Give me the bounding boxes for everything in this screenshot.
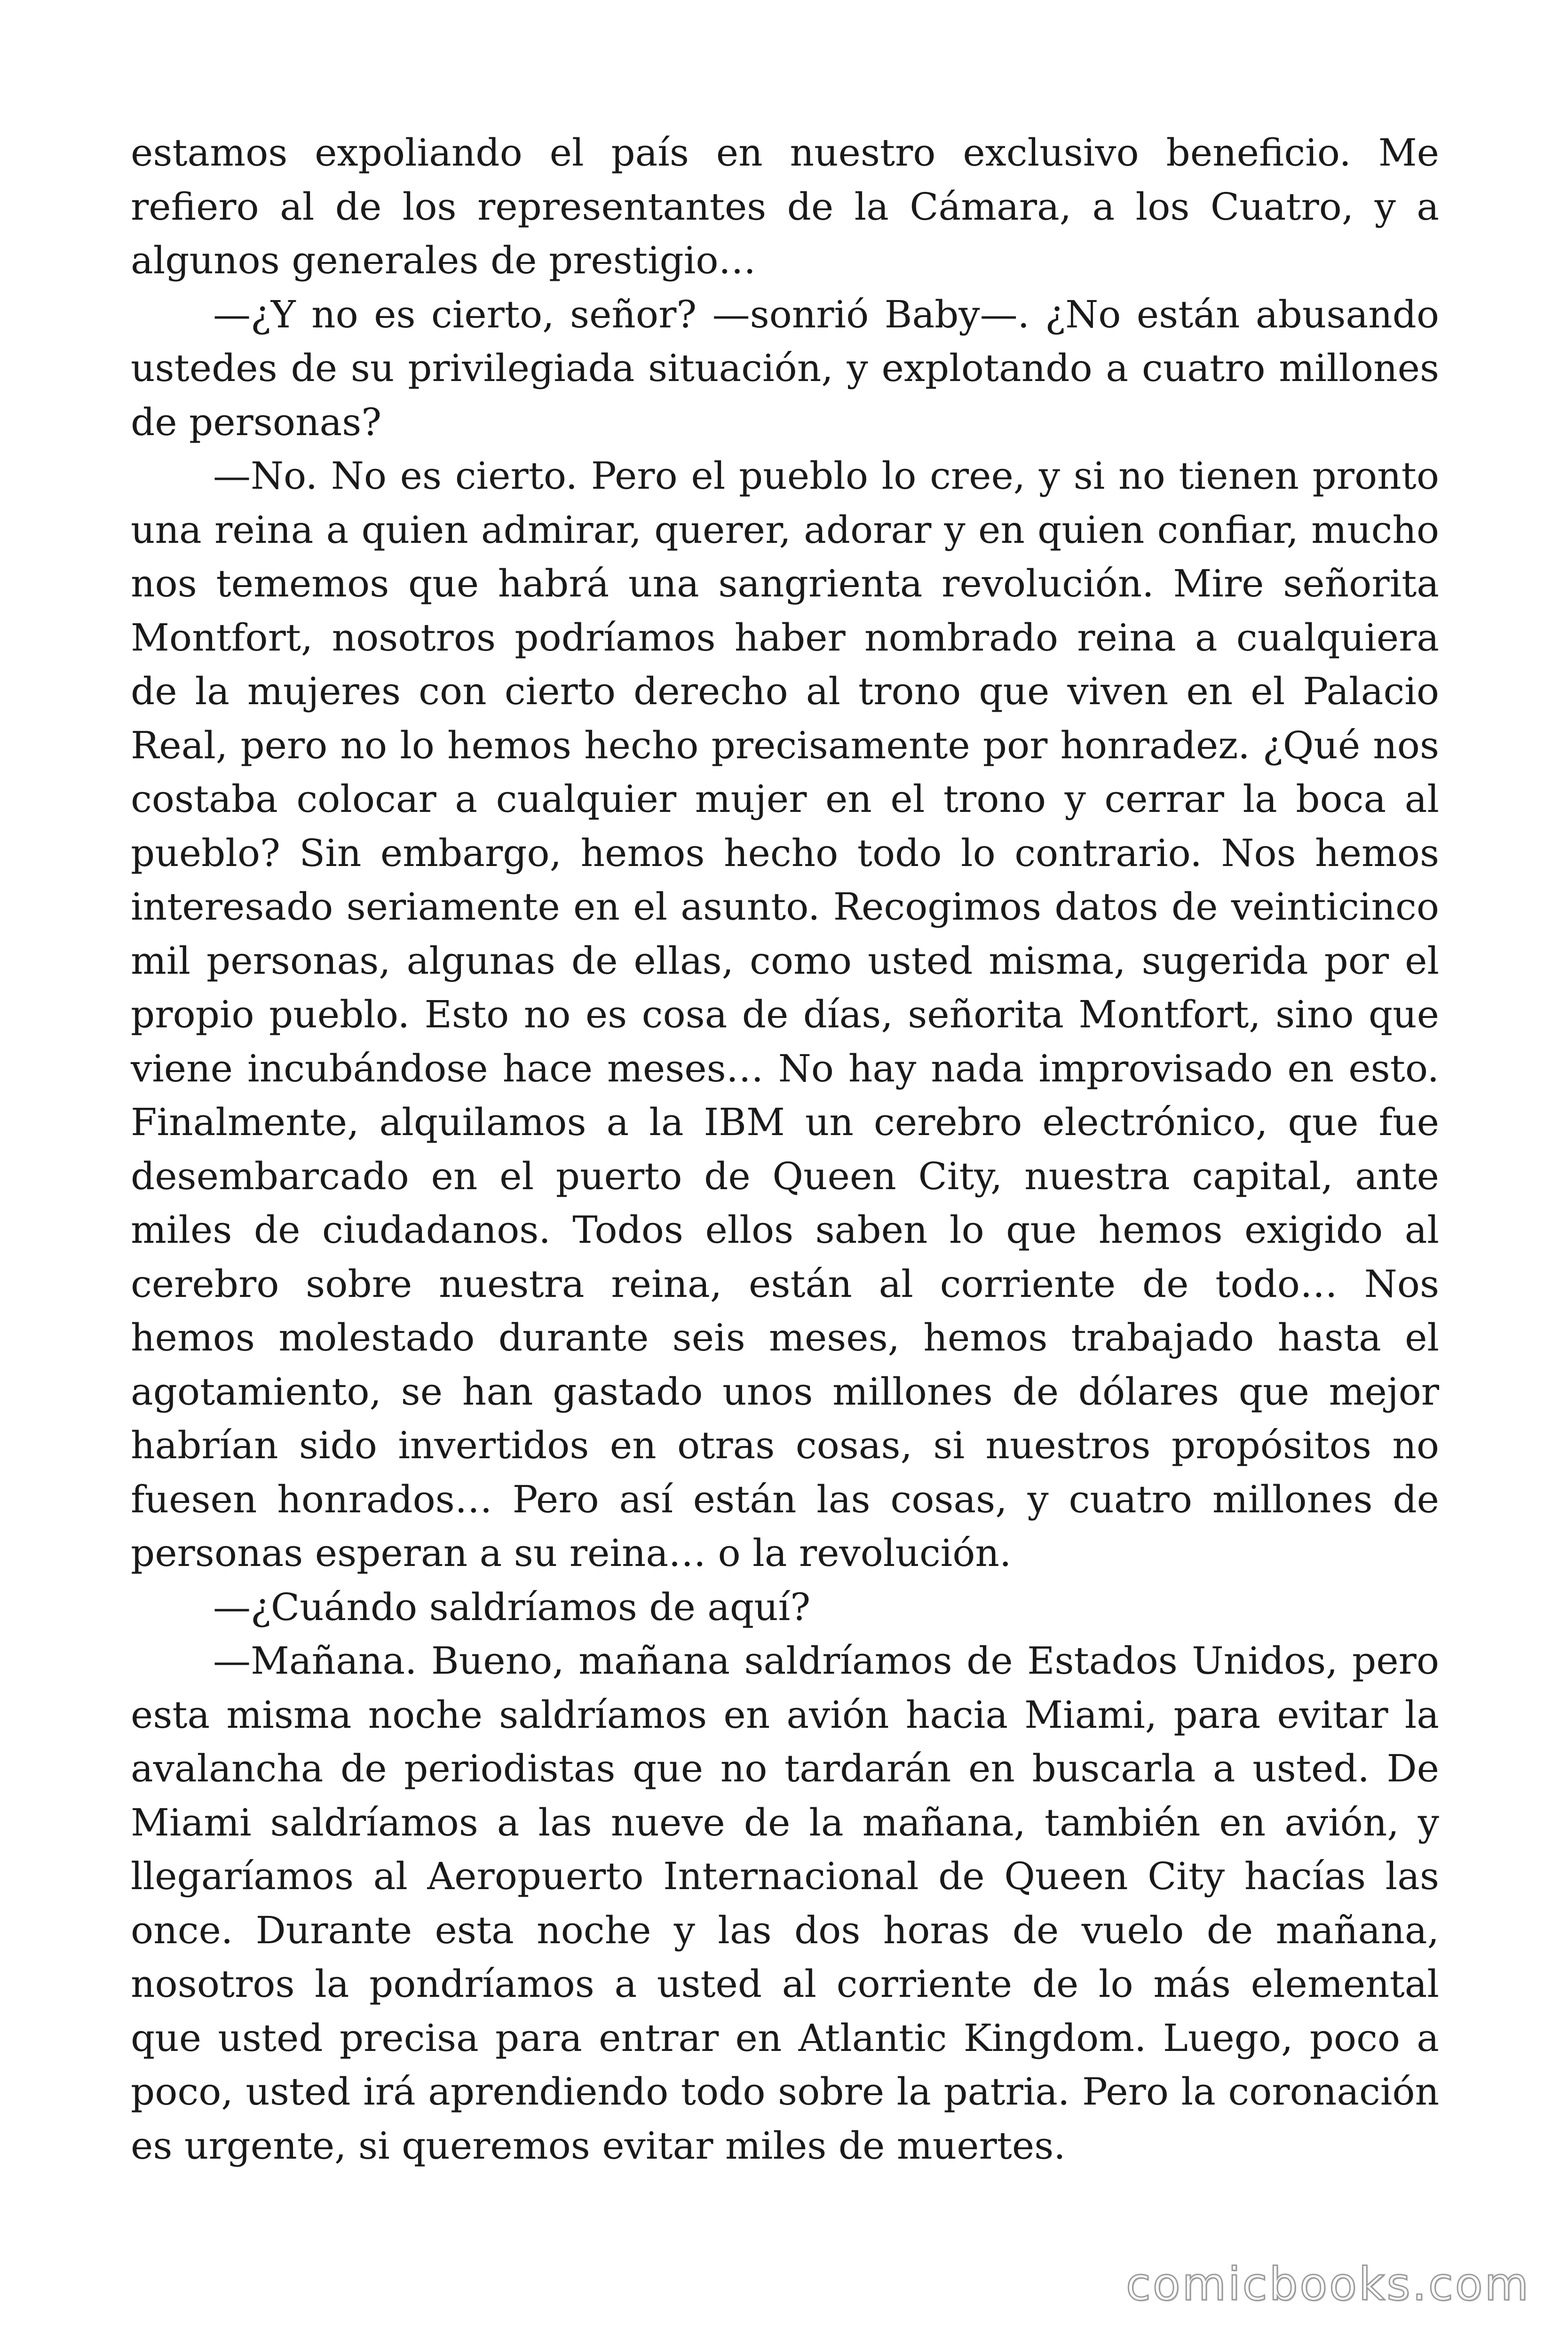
paragraph-continuation: estamos expoliando el país en nuestro exclusivo beneficio. Me refiero al de los representantes de la Cámara, a los Cuatro, y a algunos generales de prestigio…: [131, 131, 1439, 282]
watermark-logo: comicbooks.com: [1125, 2258, 1530, 2311]
body-text: [131, 126, 1439, 2173]
paragraph-dialogue-baby: —¿Y no es cierto, señor? —sonrió Baby—. ¿No están abusando ustedes de su privilegiada situación, y explotando a cuatro millones de personas?: [131, 292, 1439, 444]
paragraph-dialogue-answer: —Mañana. Bueno, mañana saldríamos de Estados Unidos, pero esta misma noche saldríamos en avión hacia Miami, para evitar la avalancha de periodistas que no tardarán en buscarla a usted. De Miami saldríamos a las nueve de la mañana, también en avión, y llegaríamos al Aeropuerto Internacional de Queen City hacías las once. Durante esta noche y las dos horas de vuelo de mañana, nosotros la pondríamos a usted al corriente de lo más elemental que usted precisa para entrar en Atlantic Kingdom. Luego, poco a poco, usted irá aprendiendo todo sobre la patria. Pero la coronación es urgente, si queremos evitar miles de muertes.: [131, 1639, 1439, 2168]
paragraph-dialogue-question: —¿Cuándo saldríamos de aquí?: [213, 1585, 811, 1629]
paragraph-dialogue-reply: —No. No es cierto. Pero el pueblo lo cree, y si no tienen pronto una reina a quien admirar, querer, adorar y en quien confiar, mucho nos tememos que habrá una sangrienta revolución. Mire señorita Montfort, nosotros podríamos haber nombrado reina a cualquiera de la mujeres con cierto derecho al trono que viven en el Palacio Real, pero no lo hemos hecho precisamente por honradez. ¿Qué nos costaba colocar a cualquier mujer en el trono y cerrar la boca al pueblo? Sin embargo, hemos hecho todo lo contrario. Nos hemos interesado seriamente en el asunto. Recogimos datos de veinticinco mil personas, algunas de ellas, como usted misma, sugerida por el propio pueblo. Esto no es cosa de días, señorita Montfort, sino que viene incubándose hace meses… No hay nada improvisado en esto. Finalmente, alquilamos a la IBM un cerebro electrónico, que fue desembarcado en el puerto de Queen City, nuestra capital, ante miles de ciudadanos. Todos ellos saben lo que hemos exigido al cerebro sobre nuestra reina, están al corriente de todo… Nos hemos molestado durante seis meses, hemos trabajado hasta el agotamiento, se han gastado unos millones de dólares que mejor habrían sido invertidos en otras cosas, si nuestros propósitos no fuesen honrados… Pero así están las cosas, y cuatro millones de personas esperan a su reina… o la revolución.: [131, 454, 1439, 1575]
